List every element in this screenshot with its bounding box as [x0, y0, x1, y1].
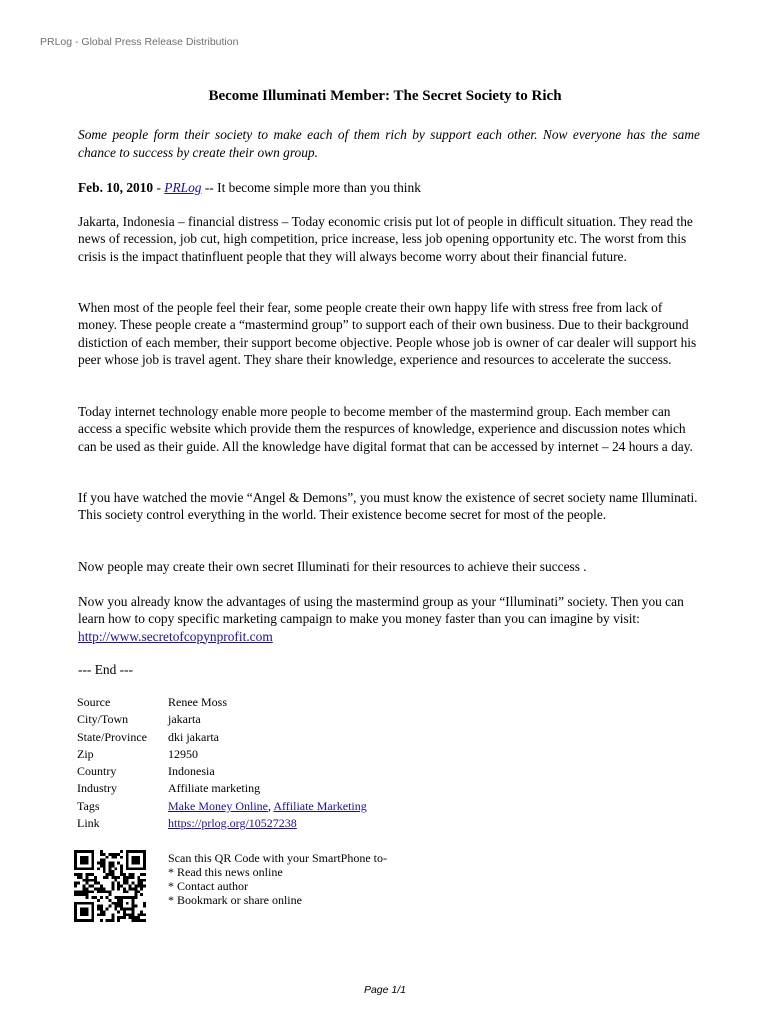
- prlog-release-link[interactable]: https://prlog.org/10527238: [168, 816, 297, 831]
- press-release-title: Become Illuminati Member: The Secret Society to Rich: [208, 88, 562, 104]
- table-row: [77, 730, 367, 747]
- page-number: Page 1/1: [363, 984, 407, 996]
- body-paragraph: [78, 593, 700, 645]
- table-row: [77, 799, 367, 816]
- dateline: [78, 179, 698, 197]
- page-header: PRLog - Global Press Release Distribution: [40, 36, 239, 48]
- link-value: [168, 816, 367, 833]
- industry-label: Industry: [77, 781, 117, 796]
- qr-code[interactable]: [74, 850, 146, 922]
- qr-instruction-line: * Read this news online: [168, 865, 283, 879]
- source-value: Renee Moss: [168, 695, 227, 709]
- body-paragraph: Jakarta, Indonesia – financial distress – Today economic crisis put lot of people in difficult situation. They read the news of recession, job cut, high competition, price increase, less job opening opportunity etc. The worst from this crisis is the impact thatinfluent people that they will always become worry about their financial future.: [78, 214, 693, 264]
- table-row: [77, 781, 367, 798]
- tags-label: Tags: [77, 798, 100, 813]
- body-paragraph: Today internet technology enable more people to become member of the mastermind group. Each member can access a specific website which provide them the respurces of knowledge, experience and discussion notes which can be used as their guide. All the knowledge have digital format that can be accessed by internet – 24 hours a day.: [78, 404, 693, 454]
- zip-label: Zip: [77, 746, 94, 761]
- summary: Some people form their society to make each of them rich by support each other. Now everyone has the same chance to success by create their own group.: [78, 127, 700, 160]
- closing-paragraph-text: Now you already know the advantages of using the mastermind group as your “Illuminati” society. Then you can learn how to copy specific marketing campaign to make you money faster than you can imagine by visit:: [78, 594, 684, 627]
- dateline-separator: -: [153, 180, 165, 195]
- tags-value: [168, 799, 367, 816]
- qr-instruction-line: * Bookmark or share online: [168, 893, 302, 907]
- body-paragraph: When most of the people feel their fear, some people create their own happy life with stress free from lack of money. These people create a “mastermind group” to support each of their own business. Due to their background distiction of each member, their support become objective. People whose job is owner of car dealer will support his peer whose job is travel agent. They share their knowledge, experience and resources to accelerate the success.: [78, 300, 697, 367]
- city-label: City/Town: [77, 712, 129, 727]
- prlog-link[interactable]: PRLog: [164, 180, 202, 195]
- state-value: dki jakarta: [168, 729, 219, 744]
- table-row: [77, 816, 367, 833]
- qr-instruction-line: Scan this QR Code with your SmartPhone to-: [168, 851, 387, 865]
- source-label: Source: [77, 695, 111, 709]
- link-label: Link: [77, 816, 100, 831]
- table-row: [77, 712, 367, 729]
- release-details-table: [77, 695, 367, 833]
- country-value: Indonesia: [168, 764, 215, 779]
- body-paragraph: Now people may create their own secret Illuminati for their resources to achieve their success .: [78, 559, 587, 574]
- country-label: Country: [77, 764, 117, 779]
- tag-link-affiliate-marketing[interactable]: Affiliate Marketing: [273, 798, 367, 813]
- tag-link-make-money-online[interactable]: Make Money Online: [168, 798, 268, 813]
- qr-instructions: [168, 851, 387, 907]
- release-date: Feb. 10, 2010: [78, 180, 154, 195]
- website-link[interactable]: http://www.secretofcopynprofit.com: [78, 628, 273, 644]
- body-paragraph: If you have watched the movie “Angel & Demons”, you must know the existence of secret society name Illuminati. This society control everything in the world. Their existence become secret for most of the people.: [78, 490, 698, 523]
- city-value: jakarta: [168, 712, 201, 727]
- qr-instruction-line: * Contact author: [168, 879, 248, 893]
- zip-value: 12950: [168, 746, 198, 761]
- dateline-text: -- It become simple more than you think: [201, 180, 421, 195]
- state-label: State/Province: [77, 729, 147, 744]
- table-row: [77, 695, 367, 712]
- table-row: [77, 747, 367, 764]
- table-row: [77, 764, 367, 781]
- industry-value: Affiliate marketing: [168, 781, 261, 796]
- tag-separator: ,: [267, 798, 274, 813]
- end-marker: --- End ---: [78, 662, 134, 677]
